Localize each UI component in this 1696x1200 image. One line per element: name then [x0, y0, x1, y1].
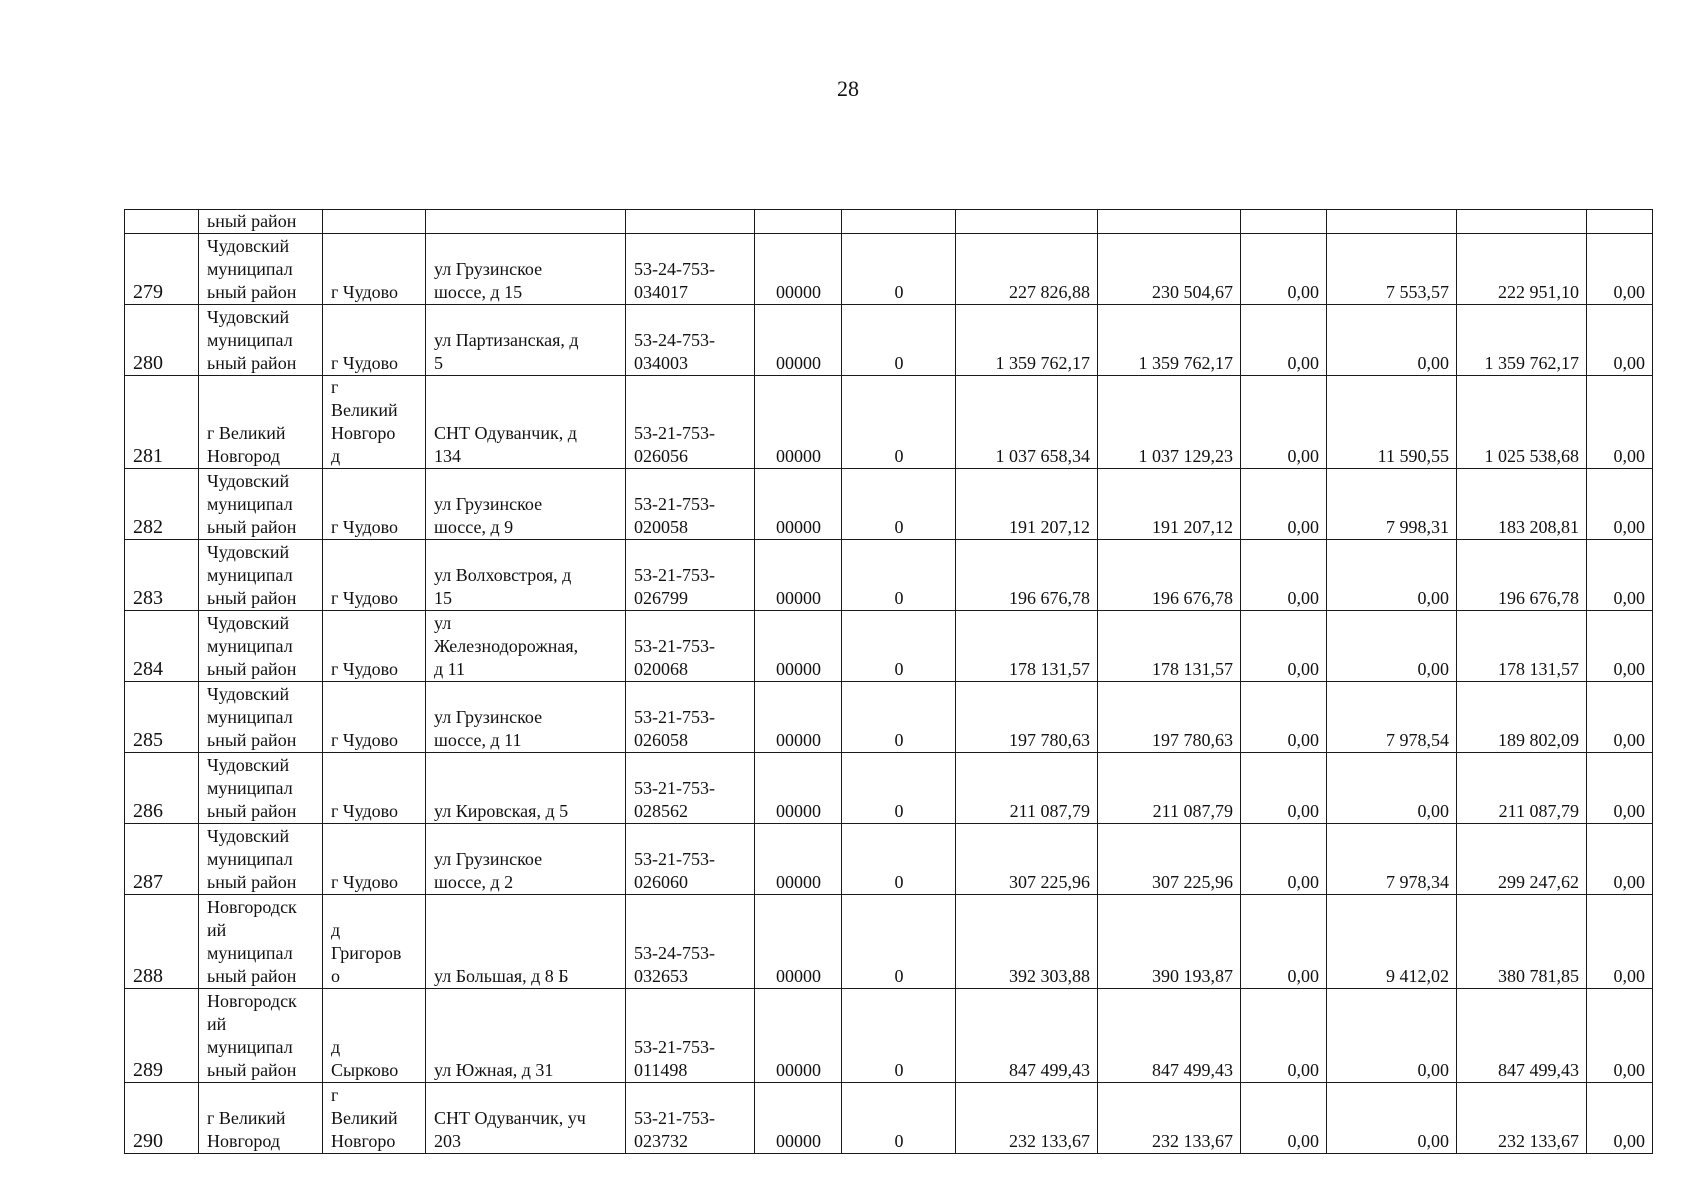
cell-amount-2: 211 087,79	[1098, 753, 1241, 824]
table-row	[125, 376, 1653, 469]
cell-amount-6: 0,00	[1587, 234, 1653, 305]
cell-amount-3: 0,00	[1241, 469, 1327, 540]
cell-amount-5: 183 208,81	[1457, 469, 1587, 540]
cell-amount-3: 0,00	[1241, 376, 1327, 469]
cell-amount-4: 7 978,34	[1327, 824, 1457, 895]
cell-address: ул Железнодорожная, д 11	[426, 611, 626, 682]
cell-code-suffix: 00000	[755, 824, 842, 895]
cell-address: СНТ Одуванчик, д 134	[426, 376, 626, 469]
cell-amount-1: 178 131,57	[956, 611, 1098, 682]
cell-amount-6: 0,00	[1587, 376, 1653, 469]
cell-num: 290	[125, 1083, 199, 1154]
cell-num: 283	[125, 540, 199, 611]
cell-code-suffix: 00000	[755, 376, 842, 469]
cell-address: ул Грузинское шоссе, д 15	[426, 234, 626, 305]
cell-flag: 0	[842, 895, 956, 989]
cell-amount-4: 7 553,57	[1327, 234, 1457, 305]
cell-flag: 0	[842, 753, 956, 824]
cell-amount-1: 196 676,78	[956, 540, 1098, 611]
cell-amount-6: 0,00	[1587, 989, 1653, 1083]
cell-amount-5: 299 247,62	[1457, 824, 1587, 895]
cell-district: г Великий Новгород	[199, 1083, 323, 1154]
cell-num	[125, 210, 199, 234]
cell-code: 53-24-753- 032653	[626, 895, 755, 989]
cell-district: Чудовский муниципал ьный район	[199, 305, 323, 376]
cell-settlement: г Чудово	[323, 611, 426, 682]
cell-amount-4: 0,00	[1327, 540, 1457, 611]
cell-amount-3: 0,00	[1241, 611, 1327, 682]
cell-amount-5: 222 951,10	[1457, 234, 1587, 305]
cell-amount-5: 189 802,09	[1457, 682, 1587, 753]
table-row	[125, 824, 1653, 895]
cell-code-suffix: 00000	[755, 682, 842, 753]
cell-amount-5: 178 131,57	[1457, 611, 1587, 682]
cell-num: 285	[125, 682, 199, 753]
cell-amount-2: 197 780,63	[1098, 682, 1241, 753]
table-row	[125, 682, 1653, 753]
cell-district: Чудовский муниципал ьный район	[199, 682, 323, 753]
cell-amount-5: 1 359 762,17	[1457, 305, 1587, 376]
cell-code-suffix: 00000	[755, 753, 842, 824]
cell-amount-5: 196 676,78	[1457, 540, 1587, 611]
cell-amount-1: 1 359 762,17	[956, 305, 1098, 376]
table-row	[125, 989, 1653, 1083]
cell-amount-2: 390 193,87	[1098, 895, 1241, 989]
cell-settlement: д Григоров о	[323, 895, 426, 989]
cell-district: Чудовский муниципал ьный район	[199, 540, 323, 611]
cell-amount-3: 0,00	[1241, 753, 1327, 824]
cell-flag: 0	[842, 682, 956, 753]
cell-district: Новгородск ий муниципал ьный район	[199, 989, 323, 1083]
cell-settlement: г Чудово	[323, 234, 426, 305]
cell-num: 286	[125, 753, 199, 824]
cell-settlement: г Великий Новгоро д	[323, 376, 426, 469]
cell-flag: 0	[842, 234, 956, 305]
cell-code-suffix: 00000	[755, 1083, 842, 1154]
cell-flag: 0	[842, 305, 956, 376]
cell-amount-3: 0,00	[1241, 895, 1327, 989]
cell-code: 53-21-753- 011498	[626, 989, 755, 1083]
cell-num: 281	[125, 376, 199, 469]
cell-amount-4: 0,00	[1327, 1083, 1457, 1154]
cell-amount-4: 7 998,31	[1327, 469, 1457, 540]
cell-amount-3: 0,00	[1241, 1083, 1327, 1154]
cell-amount-1: 307 225,96	[956, 824, 1098, 895]
table-row	[125, 540, 1653, 611]
cell-code: 53-21-753- 026799	[626, 540, 755, 611]
cell-amount-3: 0,00	[1241, 682, 1327, 753]
cell-amount-3: 0,00	[1241, 305, 1327, 376]
cell-amount-2: 1 037 129,23	[1098, 376, 1241, 469]
cell-district: Чудовский муниципал ьный район	[199, 753, 323, 824]
cell-amount-6: 0,00	[1587, 682, 1653, 753]
table-row	[125, 611, 1653, 682]
cell-settlement: г Чудово	[323, 824, 426, 895]
cell-code: 53-24-753- 034017	[626, 234, 755, 305]
cell-amount-5: 232 133,67	[1457, 1083, 1587, 1154]
cell-amount-4: 0,00	[1327, 305, 1457, 376]
cell-district: Чудовский муниципал ьный район	[199, 234, 323, 305]
cell-address: ул Грузинское шоссе, д 11	[426, 682, 626, 753]
cell-amount-6: 0,00	[1587, 469, 1653, 540]
cell-num: 282	[125, 469, 199, 540]
cell-amount-4: 7 978,54	[1327, 682, 1457, 753]
cell-amount-5: 211 087,79	[1457, 753, 1587, 824]
cell-address: ул Грузинское шоссе, д 9	[426, 469, 626, 540]
cell-num: 284	[125, 611, 199, 682]
cell-amount-6: 0,00	[1587, 824, 1653, 895]
cell-flag: 0	[842, 824, 956, 895]
cell-amount-4: 9 412,02	[1327, 895, 1457, 989]
cell-address: ул Южная, д 31	[426, 989, 626, 1083]
cell-settlement: г Чудово	[323, 753, 426, 824]
cell-code: 53-21-753- 026060	[626, 824, 755, 895]
cell-amount-6: 0,00	[1587, 1083, 1653, 1154]
cell-amount-3: 0,00	[1241, 989, 1327, 1083]
cell-amount-1: 1 037 658,34	[956, 376, 1098, 469]
cell-code: 53-21-753- 028562	[626, 753, 755, 824]
cell-num: 280	[125, 305, 199, 376]
cell-amount-6: 0,00	[1587, 753, 1653, 824]
table-row	[125, 895, 1653, 989]
cell-flag: 0	[842, 540, 956, 611]
cell-flag: 0	[842, 989, 956, 1083]
cell-amount-3: 0,00	[1241, 824, 1327, 895]
cell-amount-6: 0,00	[1587, 540, 1653, 611]
cell-amount-2: 847 499,43	[1098, 989, 1241, 1083]
table-row	[125, 234, 1653, 305]
cell-amount-4: 0,00	[1327, 989, 1457, 1083]
cell-code-suffix: 00000	[755, 305, 842, 376]
cell-code-suffix: 00000	[755, 611, 842, 682]
cell-code: 53-21-753- 023732	[626, 1083, 755, 1154]
cell-amount-2: 230 504,67	[1098, 234, 1241, 305]
cell-code-suffix: 00000	[755, 234, 842, 305]
cell-amount-6: 0,00	[1587, 305, 1653, 376]
cell-code: 53-21-753- 026058	[626, 682, 755, 753]
cell-amount-4: 0,00	[1327, 611, 1457, 682]
table-row	[125, 753, 1653, 824]
cell-address: ул Партизанская, д 5	[426, 305, 626, 376]
table-row	[125, 469, 1653, 540]
registry-table	[124, 209, 1653, 1154]
cell-amount-4: 0,00	[1327, 753, 1457, 824]
cell-num: 287	[125, 824, 199, 895]
cell-code-suffix: 00000	[755, 540, 842, 611]
cell-flag: 0	[842, 611, 956, 682]
cell-address: ул Грузинское шоссе, д 2	[426, 824, 626, 895]
cell-amount-6: 0,00	[1587, 611, 1653, 682]
continuation-row	[125, 210, 1653, 234]
cell-amount-2: 178 131,57	[1098, 611, 1241, 682]
cell-district: г Великий Новгород	[199, 376, 323, 469]
cell-flag: 0	[842, 376, 956, 469]
cell-settlement: г Великий Новгоро	[323, 1083, 426, 1154]
cell-amount-1: 227 826,88	[956, 234, 1098, 305]
cell-code-suffix: 00000	[755, 989, 842, 1083]
cell-address: СНТ Одуванчик, уч 203	[426, 1083, 626, 1154]
cell-code-suffix: 00000	[755, 895, 842, 989]
cell-flag: 0	[842, 1083, 956, 1154]
cell-num: 288	[125, 895, 199, 989]
cell-district: Чудовский муниципал ьный район	[199, 611, 323, 682]
cell-code: 53-21-753- 020068	[626, 611, 755, 682]
cell-amount-1: 232 133,67	[956, 1083, 1098, 1154]
cell-amount-5: 380 781,85	[1457, 895, 1587, 989]
cell-amount-3: 0,00	[1241, 540, 1327, 611]
cell-amount-1: 392 303,88	[956, 895, 1098, 989]
cell-settlement: д Сырково	[323, 989, 426, 1083]
cell-settlement: г Чудово	[323, 540, 426, 611]
cell-flag: 0	[842, 469, 956, 540]
cell-district: Новгородск ий муниципал ьный район	[199, 895, 323, 989]
cell-code-suffix: 00000	[755, 469, 842, 540]
cell-amount-6: 0,00	[1587, 895, 1653, 989]
cell-district: Чудовский муниципал ьный район	[199, 469, 323, 540]
cell-address: ул Волховстроя, д 15	[426, 540, 626, 611]
cell-amount-1: 197 780,63	[956, 682, 1098, 753]
cell-amount-4: 11 590,55	[1327, 376, 1457, 469]
cell-num: 289	[125, 989, 199, 1083]
cell-amount-3: 0,00	[1241, 234, 1327, 305]
cell-amount-2: 191 207,12	[1098, 469, 1241, 540]
cell-num: 279	[125, 234, 199, 305]
cell-amount-2: 307 225,96	[1098, 824, 1241, 895]
cell-amount-5: 847 499,43	[1457, 989, 1587, 1083]
cell-amount-2: 232 133,67	[1098, 1083, 1241, 1154]
cell-code: 53-21-753- 026056	[626, 376, 755, 469]
cell-code: 53-21-753- 020058	[626, 469, 755, 540]
page-number: 28	[837, 76, 859, 101]
cell-code: 53-24-753- 034003	[626, 305, 755, 376]
cell-settlement: г Чудово	[323, 682, 426, 753]
cell-amount-1: 211 087,79	[956, 753, 1098, 824]
cell-amount-1: 847 499,43	[956, 989, 1098, 1083]
cell-settlement: г Чудово	[323, 469, 426, 540]
table-row	[125, 305, 1653, 376]
cell-amount-5: 1 025 538,68	[1457, 376, 1587, 469]
cell-address: ул Кировская, д 5	[426, 753, 626, 824]
cell-amount-2: 196 676,78	[1098, 540, 1241, 611]
table-row	[125, 1083, 1653, 1154]
cell-district: ьный район	[199, 210, 323, 234]
cell-settlement: г Чудово	[323, 305, 426, 376]
cell-amount-2: 1 359 762,17	[1098, 305, 1241, 376]
cell-amount-1: 191 207,12	[956, 469, 1098, 540]
cell-district: Чудовский муниципал ьный район	[199, 824, 323, 895]
cell-address: ул Большая, д 8 Б	[426, 895, 626, 989]
